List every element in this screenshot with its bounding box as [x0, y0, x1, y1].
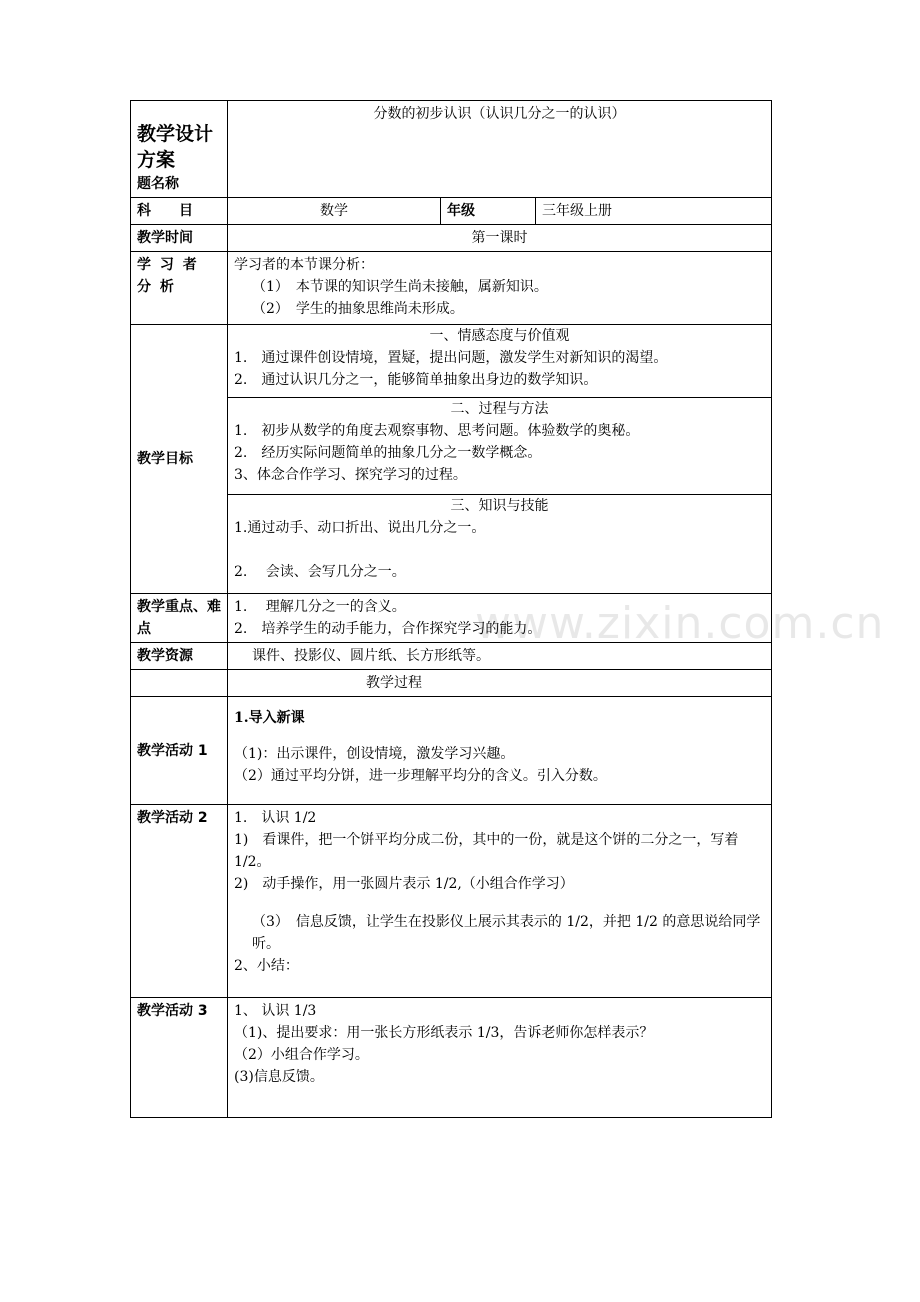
process-heading-row: [131, 670, 772, 697]
goal-item: 1. 初步从数学的角度去观察事物、思考问题。体验数学的奥秘。: [234, 423, 640, 439]
goal-item: 3、体念合作学习、探究学习的过程。: [234, 467, 467, 483]
activity3-item: （1)、提出要求：用一张长方形纸表示 1/3，告诉老师你怎样表示？: [234, 1025, 654, 1041]
goal-item: 2. 通过认识几分之一，能够简单抽象出身边的数学知识。: [234, 372, 598, 388]
activity2-item: 2) 动手操作，用一张圆片表示 1/2,（小组合作学习）: [234, 876, 574, 892]
time-row: [131, 225, 772, 252]
lesson-title: 分数的初步认识（认识几分之一的认识）: [228, 101, 772, 198]
watermark: www.zixin.com.cn: [475, 598, 885, 649]
keypoints-row: [131, 594, 772, 643]
resources-row: [131, 643, 772, 670]
goals-label: 教学目标: [131, 325, 228, 594]
goal-item: [234, 539, 765, 561]
learner-cell: [228, 252, 772, 325]
goal-item: 2. 会读、会写几分之一。: [234, 564, 406, 580]
process-heading: 教学过程: [228, 670, 772, 697]
goals-cell: [228, 325, 772, 594]
keypoint-item: 1. 理解几分之一的含义。: [234, 599, 406, 615]
activity3-row: [131, 998, 772, 1118]
activity2-item: 2、小结：: [234, 958, 299, 974]
time-value: 第一课时: [228, 225, 772, 252]
time-label: 教学时间: [131, 225, 228, 252]
activity2-item: 1) 看课件，把一个饼平均分成二份，其中的一份，就是这个饼的二分之一，写着 1/2。: [234, 832, 739, 870]
activity3-item: (3)信息反馈。: [234, 1069, 324, 1085]
grade-value: 三年级上册: [536, 198, 772, 225]
activity3-item: 1、 认识 1/3: [234, 1003, 317, 1019]
keypoints-label: 教学重点、难点: [131, 594, 228, 643]
learner-row: [131, 252, 772, 325]
activity2-row: [131, 805, 772, 998]
activity2-item: 1. 认识 1/2: [234, 810, 317, 826]
learner-line: （2） 学生的抽象思维尚未形成。: [252, 301, 464, 317]
activity1-heading: 1.导入新课: [234, 710, 305, 726]
activity1-item: （2）通过平均分饼，进一步理解平均分的含义。引入分数。: [234, 768, 607, 784]
activity2-item: [234, 895, 765, 911]
title-label-cell: [131, 101, 228, 198]
activity3-cell: [228, 998, 772, 1118]
goal-heading: 一、情感态度与价值观: [429, 328, 570, 344]
activity1-item: （1)：出示课件，创设情境，激发学习兴趣。: [234, 746, 515, 762]
goal-item: 1.通过动手、动口折出、说出几分之一。: [234, 520, 486, 536]
activity2-item: （3） 信息反馈，让学生在投影仪上展示其表示的 1/2，并把 1/2 的意思说给同学听。: [252, 914, 761, 952]
activity2-cell: [228, 805, 772, 998]
title-label-3: 题名称: [137, 176, 179, 192]
goal-heading: 二、过程与方法: [450, 401, 549, 417]
learner-label: 学 习 者 分 析: [131, 252, 228, 325]
goal-section: [228, 325, 771, 398]
activity1-cell: [228, 697, 772, 805]
goals-row: [131, 325, 772, 594]
resources-label: 教学资源: [131, 643, 228, 670]
keypoint-item: 2. 培养学生的动手能力，合作探究学习的能力。: [234, 621, 542, 637]
resources-value: 课件、投影仪、圆片纸、长方形纸等。: [228, 643, 772, 670]
keypoints-cell: [228, 594, 772, 643]
activity2-label: 教学活动 2: [131, 805, 228, 998]
subject-value: 数学: [228, 198, 441, 225]
title-row: [131, 101, 772, 198]
activity1-label: 教学活动 1: [131, 697, 228, 805]
goal-section: [228, 398, 771, 495]
subject-label: 科 目: [131, 198, 228, 225]
title-label-2: 方案: [137, 149, 176, 171]
title-label-1: 教学设计: [137, 123, 214, 145]
subject-row: [131, 198, 772, 225]
goal-section: [228, 495, 771, 593]
grade-label: 年级: [441, 198, 536, 225]
process-empty-cell: [131, 670, 228, 697]
learner-line: 学习者的本节课分析：: [234, 257, 374, 273]
learner-line: （1） 本节课的知识学生尚未接触，属新知识。: [252, 279, 548, 295]
goal-heading: 三、知识与技能: [450, 498, 549, 514]
lesson-plan-table: [130, 100, 772, 1118]
activity3-item: （2）小组合作学习。: [234, 1047, 369, 1063]
goal-item: 2. 经历实际问题简单的抽象几分之一数学概念。: [234, 445, 542, 461]
activity1-row: [131, 697, 772, 805]
activity3-label: 教学活动 3: [131, 998, 228, 1118]
goal-item: 1. 通过课件创设情境，置疑，提出问题，激发学生对新知识的渴望。: [234, 350, 668, 366]
